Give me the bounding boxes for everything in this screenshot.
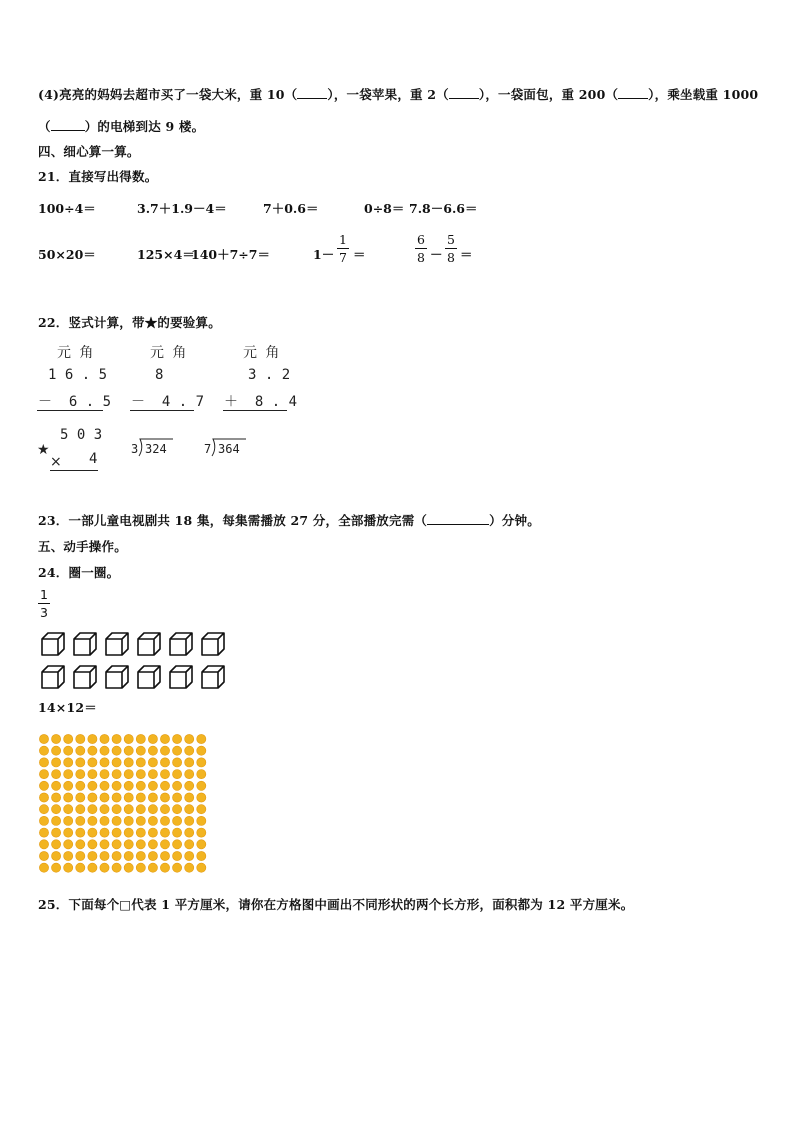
dot [173,734,182,743]
dot [197,793,206,802]
dot [124,816,133,825]
q4-text-5: （ [38,119,51,134]
fraction-numerator: 5 [447,232,455,247]
dot [173,758,182,767]
dot [39,758,48,767]
multiplication-prompt: 14×12＝ [38,700,97,715]
dot [39,781,48,790]
dot [173,793,182,802]
dot [52,746,61,755]
dot [124,863,133,872]
dot [173,781,182,790]
dot [148,781,157,790]
dot [64,793,73,802]
question-25: 25．下面每个□代表 1 平方厘米，请你在方格图中画出不同形状的两个长方形，面积都为 12 平方厘米。 [38,897,634,912]
dot [124,781,133,790]
dot [136,746,145,755]
dot [88,828,97,837]
dot [197,840,206,849]
dot [124,840,133,849]
section-heading-5: 五、动手操作。 [38,539,127,554]
question-22-title: 22．竖式计算，带★的要验算。 [38,315,221,330]
q23-text-2: ）分钟。 [489,513,540,528]
dot [112,828,121,837]
dot [39,828,48,837]
dot [197,734,206,743]
dot [148,851,157,860]
dot [160,828,169,837]
dot [197,851,206,860]
division-divisor: 3 [131,442,139,456]
dot [124,793,133,802]
cube-icon [105,632,129,656]
dot [52,793,61,802]
dot [76,781,85,790]
dot [52,840,61,849]
dot [76,851,85,860]
dot-array [38,733,210,876]
calc-underline [50,470,98,471]
dot [160,781,169,790]
dot [148,816,157,825]
dot [112,851,121,860]
fraction-numerator: 1 [40,587,48,602]
dot [160,805,169,814]
dot [124,770,133,779]
cube-icon [201,665,225,689]
section-heading-4: 四、细心算一算。 [38,144,140,159]
dot [185,734,194,743]
q21-expr: 3.7＋1.9－4＝ [137,201,227,216]
dot [136,793,145,802]
dot [148,793,157,802]
dot [88,770,97,779]
dot [160,770,169,779]
dot [197,758,206,767]
dot [185,746,194,755]
multiply-operator: × [50,454,62,470]
dot [52,758,61,767]
dot [76,863,85,872]
dot [76,828,85,837]
dot [124,758,133,767]
dot [112,770,121,779]
dot [136,781,145,790]
dot [197,828,206,837]
cube-icon [137,632,161,656]
dot [52,770,61,779]
fraction [415,232,427,265]
dot [160,840,169,849]
q21-expr: 0÷8＝ [364,201,405,216]
vertical-calc-top: 8 [155,367,164,383]
dot [88,793,97,802]
dot [64,746,73,755]
vertical-calc-bottom: 4 [89,451,98,467]
cube-icon [137,665,161,689]
unit-header: 元 角 [243,345,280,361]
question-4-line-2 [38,117,204,135]
dot [76,805,85,814]
dot [88,863,97,872]
dot [64,863,73,872]
dot [185,828,194,837]
answer-blank[interactable] [51,119,85,131]
dot [52,828,61,837]
dot [197,805,206,814]
fraction-denominator: 7 [339,250,347,265]
dot [88,805,97,814]
answer-blank[interactable] [297,87,327,99]
dot [39,805,48,814]
question-23 [38,511,540,529]
fraction-denominator: 8 [417,250,425,265]
dot [148,770,157,779]
answer-blank[interactable] [427,513,489,525]
dot [64,851,73,860]
dot [173,746,182,755]
question-24-title: 24．圈一圈。 [38,565,120,580]
dot [100,746,109,755]
division-dividend: 364 [218,442,240,456]
vertical-calc-top: 5 0 3 [60,427,103,443]
dot [100,781,109,790]
dot [39,770,48,779]
q21-expr: 7＋0.6＝ [263,201,319,216]
dot [136,758,145,767]
dot [112,840,121,849]
fraction [337,232,349,265]
dot [52,734,61,743]
calc-underline [223,410,287,411]
dot [185,816,194,825]
dot [100,770,109,779]
dot [160,816,169,825]
dot [112,805,121,814]
cube-icon [73,632,97,656]
dot [136,840,145,849]
dot [76,840,85,849]
q4-text-2: ），一袋苹果，重 2（ [327,87,449,102]
dot [160,758,169,767]
dot [148,734,157,743]
dot [136,863,145,872]
dot [136,770,145,779]
dot [76,758,85,767]
dot [185,793,194,802]
q4-text-3: ），一袋面包，重 200（ [478,87,619,102]
dot [52,863,61,872]
dot [136,816,145,825]
dot [64,840,73,849]
dot [100,805,109,814]
dot [112,863,121,872]
dot [173,816,182,825]
fraction-bar [337,248,349,249]
calc-underline [130,410,194,411]
dot [197,770,206,779]
dot [100,793,109,802]
dot [112,746,121,755]
dot [197,816,206,825]
cube-icon [201,632,225,656]
dot [76,770,85,779]
dot [136,851,145,860]
dot [52,781,61,790]
dot [148,863,157,872]
dot [160,734,169,743]
dot [185,758,194,767]
dot [39,746,48,755]
q21-fraction-expr-prefix: 1－ [313,247,335,262]
dot [112,781,121,790]
dot [64,770,73,779]
vertical-calc-top: 1 6 . 5 [48,367,108,383]
q23-text-1: 23．一部儿童电视剧共 18 集，每集需播放 27 分，全部播放完需（ [38,513,428,528]
dot [76,816,85,825]
cube-icon [73,665,97,689]
q4-text-6: ）的电梯到达 9 楼。 [84,119,205,134]
dot [124,805,133,814]
dot [197,781,206,790]
dot [88,746,97,755]
dot [39,840,48,849]
answer-blank[interactable] [449,87,479,99]
q21-fraction-expr-suffix: ＝ [460,247,473,262]
fraction [445,232,457,265]
division-dividend: 324 [145,442,167,456]
dot [64,816,73,825]
cube-icon [41,665,65,689]
dot [76,793,85,802]
vertical-calc-top: 3 . 2 [248,367,291,383]
dot [124,851,133,860]
dot [88,816,97,825]
unit-header: 元 角 [150,345,187,361]
q4-text-4: ），乘坐载重 1000 [648,87,759,102]
dot [148,758,157,767]
question-4-line-1 [38,85,758,103]
star-icon: ★ [37,442,50,458]
fraction-numerator: 1 [339,232,347,247]
fraction-bar [38,603,50,604]
dot [100,816,109,825]
dot [64,734,73,743]
dot [39,851,48,860]
q21-expr: 50×20＝ [38,247,96,262]
dot [112,734,121,743]
dot [197,746,206,755]
dot [136,805,145,814]
dot [160,793,169,802]
q4-text-1: (4)亮亮的妈妈去超市买了一袋大米，重 10（ [38,87,298,102]
dot [185,770,194,779]
dot [88,758,97,767]
dot [185,840,194,849]
cube-icon [169,632,193,656]
dot [112,758,121,767]
dot [100,734,109,743]
dot [100,828,109,837]
q21-expr: 100÷4＝ [38,201,96,216]
dot [52,816,61,825]
vertical-calc-bottom: － 6 . 5 [38,394,112,410]
dot [112,793,121,802]
cube-icon [105,665,129,689]
dot [173,851,182,860]
dot [76,746,85,755]
dot [160,863,169,872]
dot [124,746,133,755]
dot [64,781,73,790]
dot [112,816,121,825]
dot [88,781,97,790]
dot [173,828,182,837]
calc-underline [37,410,103,411]
dot [160,746,169,755]
dot [52,805,61,814]
q21-expr: 7.8－6.6＝ [409,201,478,216]
dot [39,816,48,825]
dot [52,851,61,860]
cube-icon [41,632,65,656]
q21-expr: 125×4＝ [137,247,195,262]
dot [136,828,145,837]
dot [124,734,133,743]
dot [148,828,157,837]
dot [136,734,145,743]
fraction-bar [415,248,427,249]
dot [185,781,194,790]
dot [173,840,182,849]
fraction-denominator: 3 [40,605,48,620]
fraction-denominator: 8 [447,250,455,265]
answer-blank[interactable] [618,87,648,99]
dot [39,863,48,872]
dot [100,840,109,849]
dot [173,770,182,779]
q21-fraction-operator: － [430,247,443,262]
vertical-calc-bottom: ＋ 8 . 4 [224,394,298,410]
dot [88,734,97,743]
dot [173,805,182,814]
dot [148,840,157,849]
dot [76,734,85,743]
dot [148,805,157,814]
dot [185,851,194,860]
dot [100,863,109,872]
dot [173,863,182,872]
dot [64,805,73,814]
dot [64,758,73,767]
question-21-title: 21．直接写出得数。 [38,169,158,184]
fraction [38,587,50,620]
dot [185,805,194,814]
q21-expr: 140＋7÷7＝ [191,247,270,262]
dot [39,734,48,743]
dot [197,863,206,872]
dot [100,851,109,860]
dot [39,793,48,802]
dot [64,828,73,837]
dot [100,758,109,767]
dot [148,746,157,755]
division-divisor: 7 [204,442,212,456]
dot [185,863,194,872]
q21-fraction-expr-suffix: ＝ [353,247,366,262]
dot [88,851,97,860]
fraction-bar [445,248,457,249]
dot [160,851,169,860]
cube-icon [169,665,193,689]
dot [88,840,97,849]
unit-header: 元 角 [57,345,94,361]
fraction-numerator: 6 [417,232,425,247]
dot [124,828,133,837]
vertical-calc-bottom: － 4 . 7 [131,394,205,410]
